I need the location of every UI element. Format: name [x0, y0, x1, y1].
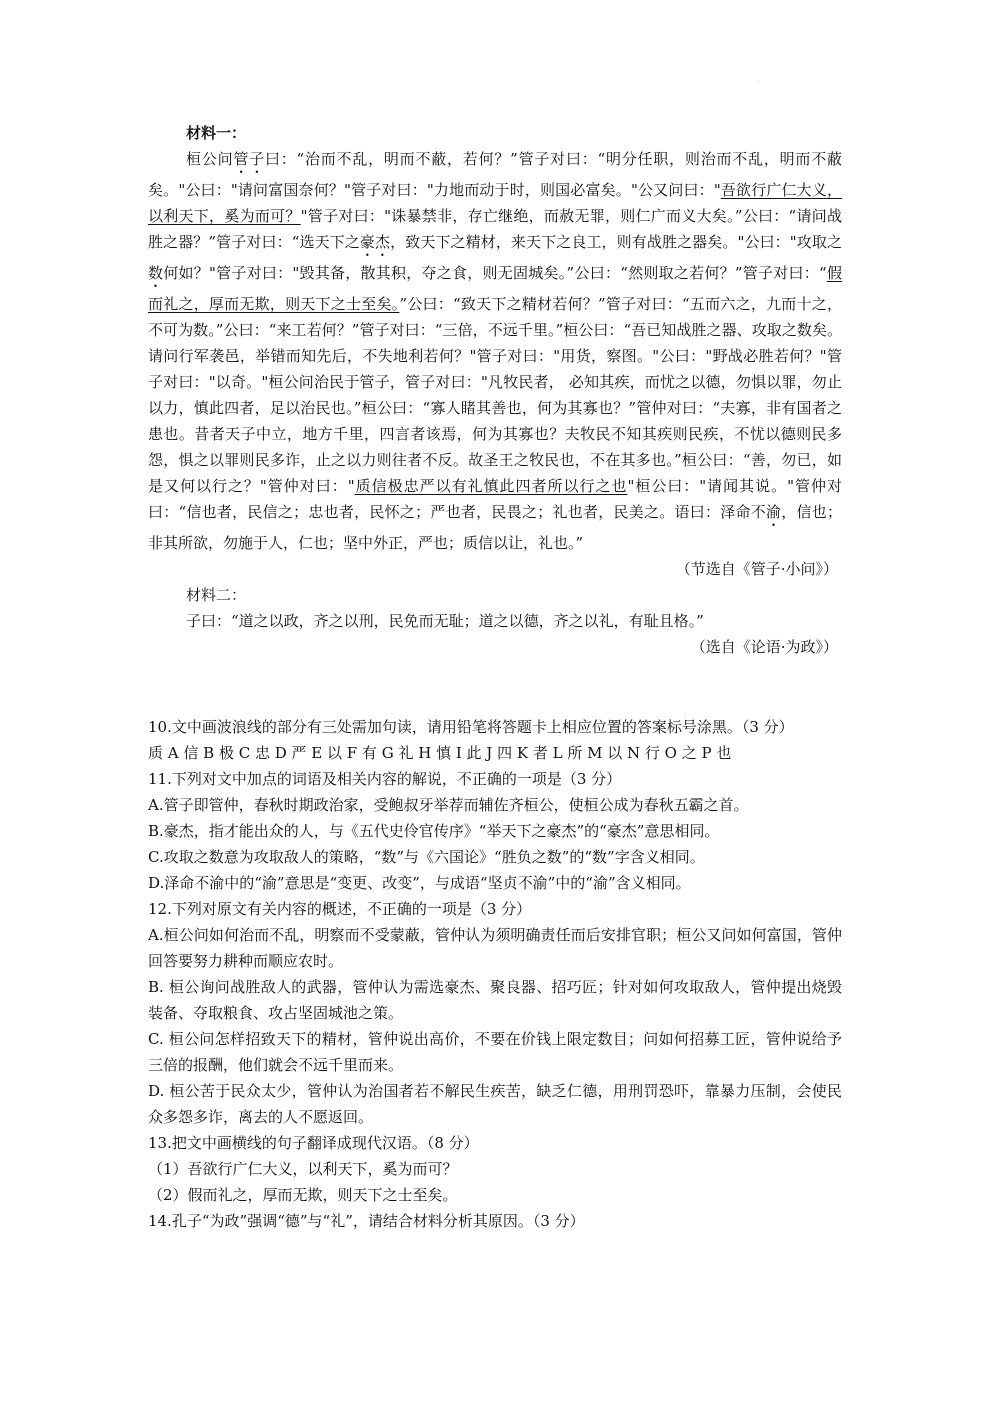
dotted-term-yu: 渝: [765, 503, 782, 521]
question-12-option-c: C. 桓公问怎样招致天下的精材，管仲说出高价，不要在价钱上限定数目；问如何招募工匠，管仲说给予三倍的报酬，他们就会不远千里而来。: [148, 1030, 842, 1074]
question-11-option-b: B.豪杰，指才能出众的人，与《五代史伶官传序》“举天下之豪杰”的“豪杰”意思相同。: [148, 822, 720, 840]
material-two-text: 子曰：“道之以政，齐之以刑，民免而无耻；道之以德，齐之以礼，有耻且格。”: [186, 612, 704, 630]
material-two-title: 材料二：: [186, 586, 247, 604]
passage-text: ，信也；非其所欲，勿施于人，仁也；坚中外正，严也；质信以让，礼也。”: [148, 503, 842, 552]
question-10-options: 质 A 信 B 极 C 忠 D 严 E 以 F 有 G 礼 H 慎 I 此 J 四 K 者 L 所 M 以 N 行 O 之 P 也: [148, 744, 732, 762]
dotted-term-shu: 数: [148, 264, 164, 282]
question-13: 13.把文中画横线的句子翻译成现代汉语。（8 分）: [148, 1134, 479, 1152]
passage-text: ，致天下之精材，来天下之良工，则有战胜之器矣。"公曰："攻取之: [390, 233, 842, 251]
material-one-passage: [148, 146, 842, 556]
passage-text: "桓公曰："请闻其说。"管仲对曰：“信也者，民信之；忠也者，民怀之；严也者，民畏之；礼也者，民美之。语曰：泽命不: [148, 477, 842, 521]
question-11-option-c: C.攻取之数意为攻取敌人的策略，“数”与《六国论》“胜负之数”的“数”字含义相同。: [148, 848, 705, 866]
passage-text: 桓公问: [186, 150, 234, 168]
question-11: 11.下列对文中加点的词语及相关内容的解说，不正确的一项是（3 分）: [148, 770, 622, 788]
question-12-option-b: B. 桓公询问战胜敌人的武器，管仲认为需选豪杰、聚良器、招巧匠；针对如何攻取敌人，管仲提出烧毁装备、夺取粮食、攻占坚固城池之策。: [148, 978, 842, 1022]
passage-text: "管子对曰："诛暴禁非，存亡继绝，而赦无罪，则仁广而义大矣。”公曰：“请问战胜之器？”管子对曰：“选天下之: [148, 207, 842, 251]
material-one-section: [148, 120, 842, 660]
question-13-item-2: （2）假而礼之，厚而无欺，则天下之士至矣。: [148, 1186, 458, 1204]
questions-section: [148, 714, 842, 1234]
question-12: 12.下列对原文有关内容的概述，不正确的一项是（3 分）: [148, 900, 532, 918]
underlined-sentence-1: 吾欲行广仁大义，以利天下，奚为而可？: [148, 181, 842, 225]
dotted-term-haojie: 豪杰: [359, 233, 391, 251]
dotted-term-guanzi: 管子: [233, 150, 265, 168]
question-10: 10.文中画波浪线的部分有三处需加句读，请用铅笔将答题卡上相应位置的答案标号涂黑。（3 分）: [148, 718, 794, 736]
passage-text: 何如？"管子对曰："毁其备，散其积，夺之食，则无固城矣。”公曰：“然则取之若何？”管子对曰：“: [163, 264, 827, 282]
question-11-option-a: A.管子即管仲，春秋时期政治家，受鲍叔牙举荐而辅佐齐桓公，使桓公成为春秋五霸之首。: [148, 796, 749, 814]
question-13-item-1: （1）吾欲行广仁大义，以利天下，奚为而可？: [148, 1160, 458, 1178]
question-12-option-a: A.桓公问如何治而不乱，明察而不受蒙蔽，管仲认为须明确责任而后安排官职；桓公又问如何富国，管仲回答要努力耕种而顺应农时。: [148, 926, 842, 970]
material-one-title: 材料一：: [186, 124, 247, 142]
wavy-line-sentence: 质信极忠严以有礼慎此四者所以行之也: [354, 477, 628, 495]
question-14: 14.孔子“为政”强调“德”与“礼”，请结合材料分析其原因。（3 分）: [148, 1212, 585, 1230]
passage-text: 曰：“治而不乱，明而不蔽，若何？”管子对曰：“明分任职，则治而不乱，明而不蔽矣。"公曰："请问富国奈何？"管子对曰："力地而动于时，则国必富矣。"公又问曰：": [148, 150, 842, 199]
material-one-source: （节选自《管子·小问》）: [675, 560, 838, 578]
question-11-option-d: D.泽命不渝中的“渝”意思是“变更、改变”，与成语“坚贞不渝”中的“渝”含义相同。: [148, 874, 691, 892]
material-two-source: （选自《论语·为政》）: [690, 638, 838, 656]
question-12-option-d: D. 桓公苦于民众太少，管仲认为治国者若不解民生疾苦，缺乏仁德，用刑罚恐吓，靠暴力压制，会使民众多怨多诈，离去的人不愿返回。: [148, 1082, 842, 1126]
corner-mark: ·: [757, 78, 760, 87]
underlined-sentence-2: 假而礼之，厚而无欺，则天下之士至矣。: [148, 264, 842, 313]
passage-text: ”公曰：“致天下之精材若何？”管子对曰：“五而六之，九而十之，不可为数。”公曰：“来工若何？”管子对曰：“三倍，不远千里。”桓公曰：“吾已知战胜之器、攻取之数矣。请问行军袭邑，举错而知先后，不失地利若何？"管子对曰："用货，察图。"公曰："野战必胜若何？"管子对曰："以奇。"桓公问治民于管子，管子对曰："凡牧民者， 必知其疾，而忧之以德，勿惧以罪，勿止以力，慎此四者，足以治民也。”桓公曰：“寡人睹其善也，何为其寡也？”管仲对曰：“夫寡，非有国者之患也。昔者天子中立，地方千里，四言者该焉，何为其寡也？夫牧民不知其疾则民疾，不忧以德则民多怨，惧之以罪则民多诈，止之以力则往者不反。故圣王之牧民也，不在其多也。”桓公曰：“善，勿已，如是又何以行之？"管仲对曰：": [148, 295, 842, 495]
